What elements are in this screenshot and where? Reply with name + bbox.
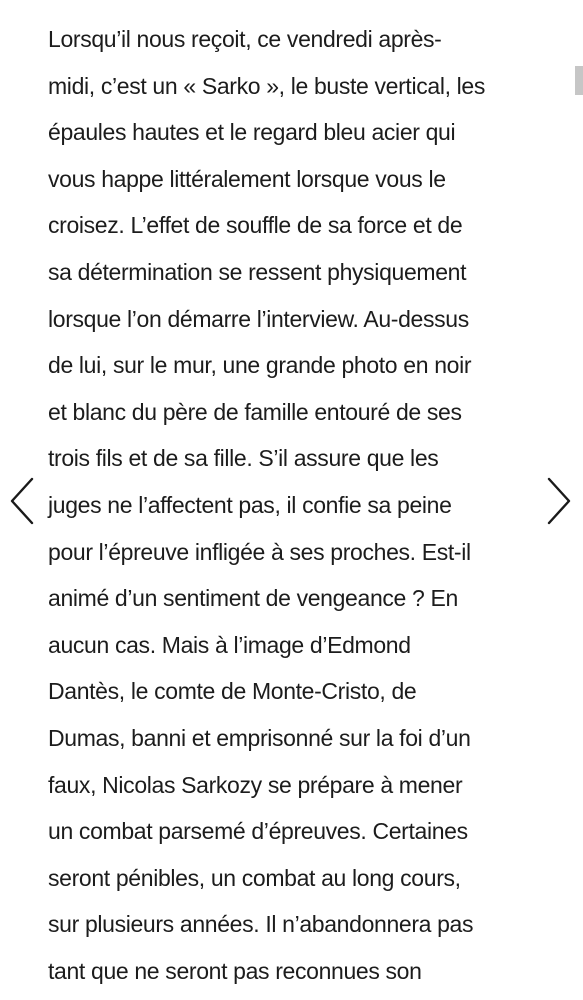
article-text-line: vous happe littéralement lorsque vous le [48, 165, 446, 192]
article-text-line: pour l’épreuve infligée à ses proches. Est-il [48, 538, 471, 565]
article-text-line: animé d’un sentiment de vengeance ? En [48, 585, 458, 612]
article-text-line: un combat parsemé d’épreuves. Certaines [48, 818, 468, 845]
chevron-right-icon [543, 476, 573, 526]
previous-page-button[interactable] [8, 476, 38, 526]
article-text-line: Dantès, le comte de Monte-Cristo, de [48, 678, 417, 705]
chevron-left-icon [8, 476, 38, 526]
article-text-line: Dumas, banni et emprisonné sur la foi d’un [48, 724, 471, 751]
article-text-line: épaules hautes et le regard bleu acier qui [48, 119, 456, 146]
article-text-line: sur plusieurs années. Il n’abandonnera pas [48, 911, 474, 938]
article-text-line: sa détermination se ressent physiquement [48, 258, 467, 285]
article-text-line: de lui, sur le mur, une grande photo en noir [48, 352, 472, 379]
article-text-line: tant que ne seront pas reconnues son [48, 957, 422, 984]
article-body [48, 16, 548, 994]
article-text-line: midi, c’est un « Sarko », le buste vertical, les [48, 72, 486, 99]
article-text-line: trois fils et de sa fille. S’il assure que les [48, 445, 439, 472]
next-page-button[interactable] [543, 476, 573, 526]
article-text-line: juges ne l’affectent pas, il confie sa peine [48, 491, 452, 518]
article-text-line: lorsque l’on démarre l’interview. Au-dessus [48, 305, 469, 332]
scrollbar-thumb[interactable] [575, 66, 583, 95]
article-text-line: aucun cas. Mais à l’image d’Edmond [48, 631, 411, 658]
article-text-line: et blanc du père de famille entouré de ses [48, 398, 462, 425]
article-text-line: faux, Nicolas Sarkozy se prépare à mener [48, 771, 463, 798]
article-text-line: croisez. L’effet de souffle de sa force et de [48, 212, 463, 239]
article-text-line: Lorsqu’il nous reçoit, ce vendredi après- [48, 26, 442, 52]
article-text-line: seront pénibles, un combat au long cours, [48, 864, 461, 891]
